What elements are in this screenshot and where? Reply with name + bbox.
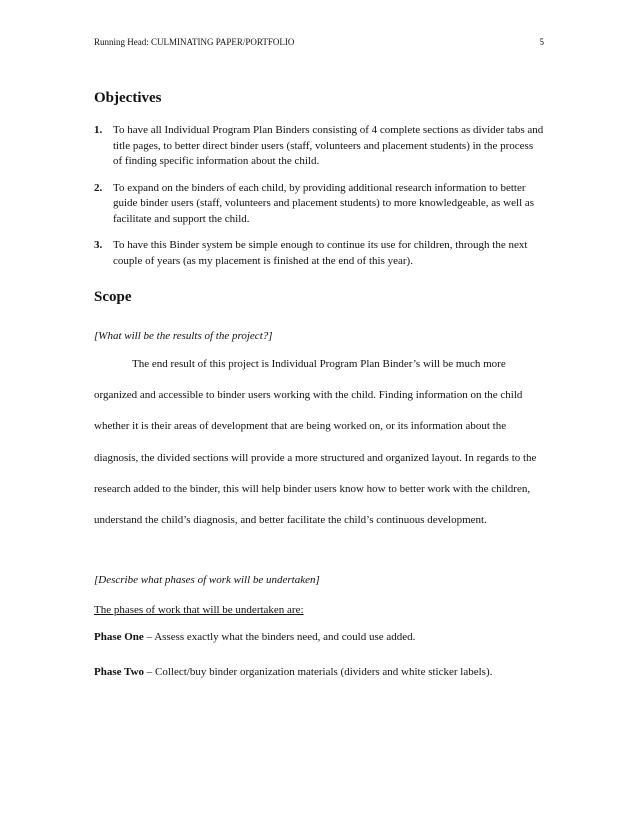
list-item <box>94 123 544 170</box>
list-item-text: To have all Individual Program Plan Binders consisting of 4 complete sections as divider tabs and title pages, to better direct binder users (staff, volunteers and placement students) in the process of finding specific information about the child. <box>113 124 544 167</box>
list-item-number: 3. <box>94 239 103 251</box>
scope-paragraph-text: The end result of this project is Individual Program Plan Binder’s will be much more organized and accessible to binder users working with the child. Finding information on the child whether it is their areas of development that are being worked on, or its information about the diagnosis, the divided sections will provide a more structured and organized layout. In regards to the research added to the binder, this will help binder users know how to better work with the children, understand the child’s diagnosis, and better facilitate the child’s continuous development. <box>94 358 537 527</box>
running-header <box>94 37 544 47</box>
list-item-number: 2. <box>94 181 103 194</box>
objectives-heading: Objectives <box>94 90 162 106</box>
scope-question-results: [What will be the results of the project?] <box>94 330 273 342</box>
phase-two <box>94 657 534 688</box>
phase-two-text: – Collect/buy binder organization materials (dividers and white sticker labels). <box>144 666 493 678</box>
list-item-text: To have this Binder system be simple enough to continue its use for children, through the next couple of years (as my placement is finished at the end of this year). <box>113 239 528 267</box>
phase-one-label: Phase One <box>94 631 144 643</box>
scope-heading: Scope <box>94 289 132 305</box>
list-item-text: To expand on the binders of each child, by providing additional research information to better guide binder users (staff, volunteers and placement students) to more knowledgeable, as well as facilitate and support the child. <box>113 181 535 225</box>
objectives-list <box>94 123 544 280</box>
list-item <box>94 238 544 269</box>
page-number: 5 <box>539 37 544 47</box>
scope-paragraph <box>94 349 544 536</box>
phases-intro: The phases of work that will be undertaken are: <box>94 604 304 616</box>
phase-two-label: Phase Two <box>94 666 145 678</box>
scope-question-phases: [Describe what phases of work will be undertaken] <box>94 574 320 586</box>
phase-one-text: – Assess exactly what the binders need, and could use added. <box>143 631 416 643</box>
list-item <box>94 181 544 228</box>
running-head-text: Running Head: CULMINATING PAPER/PORTFOLIO <box>94 37 295 47</box>
phase-one <box>94 631 544 643</box>
list-item-number: 1. <box>94 124 103 136</box>
